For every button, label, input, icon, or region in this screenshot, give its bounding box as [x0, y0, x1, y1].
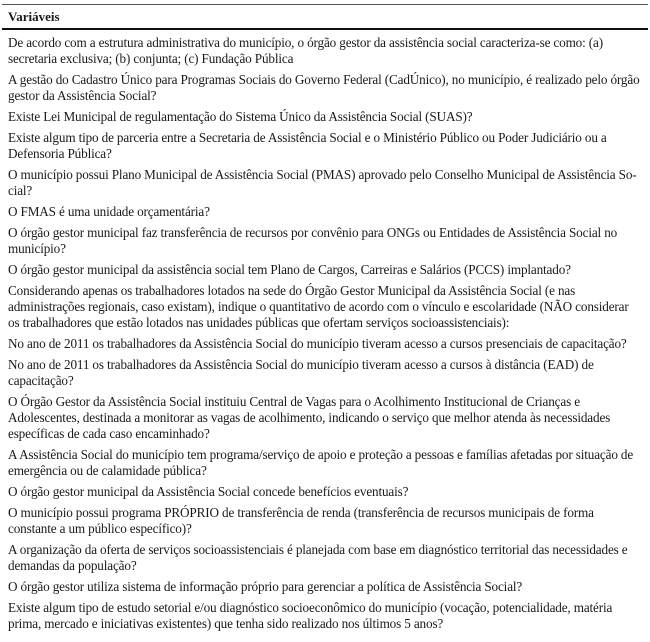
table-row: Existe Lei Municipal de regulamentação do Sistema Único da Assistência Social (SUAS)?	[8, 109, 473, 124]
table-row: No ano de 2011 os trabalhadores da Assistência Social do município tiveram acesso a cursos presenciais de capacitação?	[8, 336, 627, 351]
table-row: A gestão do Cadastro Único para Programas Sociais do Governo Federal (CadÚnico), no município, é realizado pelo órgão gestor da Assistência Social?	[8, 72, 640, 103]
table-row: A organização da oferta de serviços socioassistenciais é planejada com base em diagnóstico territorial das necessidades e demandas da população?	[8, 542, 628, 573]
table-row: O município possui Plano Municipal de Assistência Social (PMAS) aprovado pelo Conselho Municipal de Assistência So-cial?	[8, 167, 637, 198]
table-body	[2, 30, 648, 636]
table-row: O Órgão Gestor da Assistência Social instituiu Central de Vagas para o Acolhimento Institucional de Crianças e Adolescentes, destinada a monitorar as vagas de acolhimento, indicando o serviço que melhor atenda às necessidades específicas de cada caso encaminhado?	[8, 394, 611, 441]
table-row: O órgão gestor municipal da assistência social tem Plano de Cargos, Carreiras e Salários (PCCS) implantado?	[8, 262, 571, 277]
table-row: O órgão gestor municipal faz transferência de recursos por convênio para ONGs ou Entidades de Assistência Social no município?	[8, 225, 618, 256]
table-row: Existe algum tipo de estudo setorial e/ou diagnóstico socioeconômico do município (vocação, potencialidade, matéria prima, mercado e iniciativas existentes) que tenha sido realizado nos últimos 5 anos?	[8, 600, 613, 631]
table-row: Existe algum tipo de parceria entre a Secretaria de Assistência Social e o Ministério Público ou Poder Judiciário ou a Defensoria Pública?	[8, 130, 607, 161]
table-row: O FMAS é uma unidade orçamentária?	[8, 204, 210, 219]
table-row: O órgão gestor municipal da Assistência Social concede benefícios eventuais?	[8, 484, 409, 499]
table-row: O município possui programa PRÓPRIO de transferência de renda (transferência de recursos municipais de forma constante a um público específico)?	[8, 505, 594, 536]
table-row: Considerando apenas os trabalhadores lotados na sede do Órgão Gestor Municipal da Assistência Social (e nas administrações regionais, caso existam), indique o quantitativo de acordo com o vínculo e escolaridade (NÃO considerar os trabalhadores que estão lotados nas unidades públicas que ofertam serviços socioassistenciais):	[8, 283, 629, 330]
table-row: No ano de 2011 os trabalhadores da Assistência Social do município tiveram acesso a cursos à distância (EAD) de capacitação?	[8, 357, 594, 388]
table-row: O órgão gestor utiliza sistema de informação próprio para gerenciar a política de Assistência Social?	[8, 579, 523, 594]
table-header: Variáveis	[8, 9, 60, 24]
table-row: De acordo com a estrutura administrativa do município, o órgão gestor da assistência social caracteriza-se como: (a) secretaria exclusiva; (b) conjunta; (c) Fundação Pública	[8, 35, 603, 66]
table-row: A Assistência Social do município tem programa/serviço de apoio e proteção a pessoas e famílias afetadas por situação de emergência ou de calamidade pública?	[8, 447, 634, 478]
variables-table	[2, 4, 648, 636]
